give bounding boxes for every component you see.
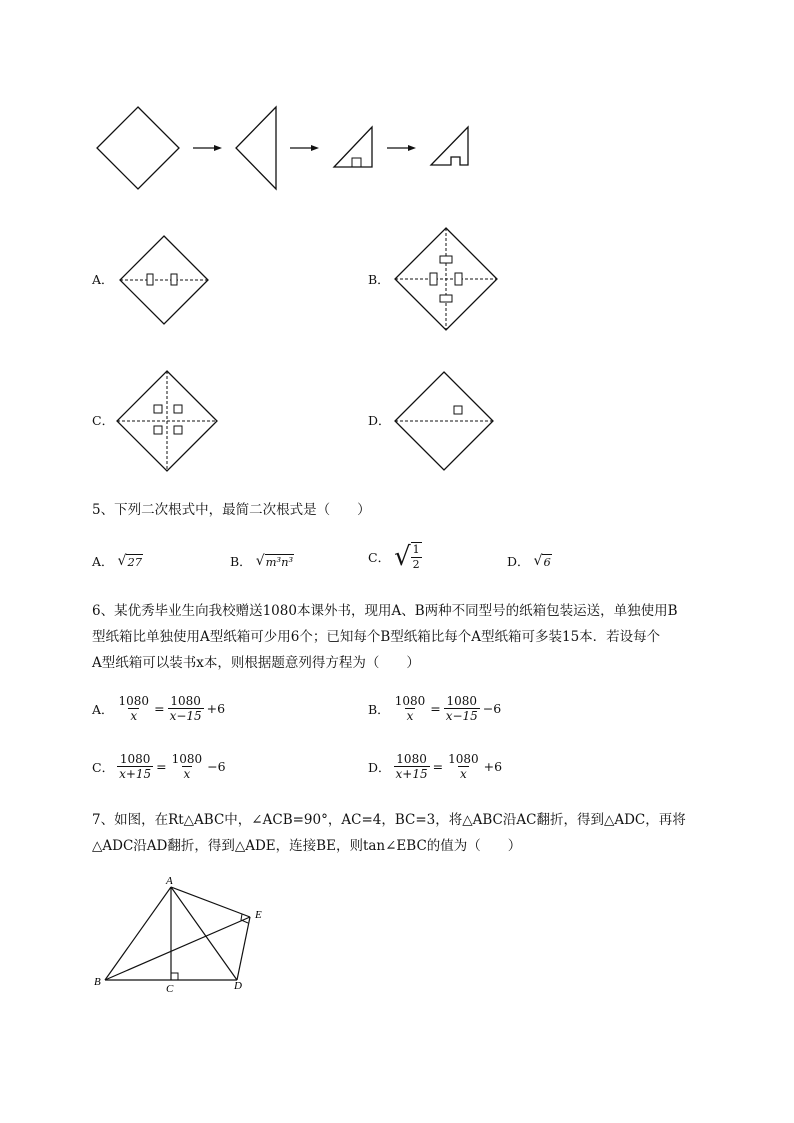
segment-ad <box>171 887 237 980</box>
hole-mark <box>454 406 462 414</box>
fraction: $\frac{1080}{x}$ <box>171 752 203 781</box>
hole-mark <box>174 426 182 434</box>
q6-stem-line-1: 6、某优秀毕业生向我校赠送1080本课外书，现用A、B两种不同型号的纸箱包装运送，单独使用B <box>92 603 678 619</box>
equation-tail: +6 <box>483 759 503 774</box>
hole-mark <box>440 256 452 263</box>
option-label: C． <box>92 759 115 775</box>
right-angle-mark-c <box>171 973 178 980</box>
q4-option-b-label[interactable]: B． <box>368 272 390 287</box>
hole-mark <box>171 274 177 285</box>
equation-tail: −6 <box>207 759 226 774</box>
hole-mark <box>430 273 437 285</box>
segment-ae <box>171 887 250 917</box>
equals-sign: = <box>154 701 165 716</box>
fraction: $\frac{1080}{x-15}$ <box>445 694 478 723</box>
option-label: A． <box>92 554 114 569</box>
arrow-head-icon <box>214 145 222 151</box>
q4-option-b-figure[interactable] <box>395 227 505 337</box>
hole-mark <box>147 274 153 285</box>
option-label: B． <box>368 701 390 717</box>
fraction: $\frac{1080}{x}$ <box>118 694 150 723</box>
point-label-e: E <box>255 909 262 921</box>
sqrt-expression <box>256 553 294 569</box>
fraction: $\frac{1080}{x+15}$ <box>119 752 152 781</box>
q6-option-d[interactable] <box>368 752 502 781</box>
equation-tail: −6 <box>482 701 502 716</box>
equals-sign: = <box>432 759 444 774</box>
folding-sequence-figure <box>0 0 794 200</box>
hole-mark <box>440 295 452 302</box>
q4-option-d-label[interactable]: D． <box>368 413 391 428</box>
q7-stem-line-2: △ADC沿AD翻折，得到△ADE，连接BE，则tan∠EBC的值为（ ） <box>92 838 522 854</box>
arrow-head-icon <box>311 145 319 151</box>
point-label-d: D <box>234 980 242 992</box>
option-label: A． <box>92 701 114 717</box>
option-label: B． <box>230 554 252 569</box>
option-label: D． <box>507 554 530 569</box>
fraction: $\frac{1}{2}$ <box>412 543 420 571</box>
fraction: $\frac{1080}{x}$ <box>448 752 479 781</box>
q6-option-b[interactable] <box>368 694 501 723</box>
equals-sign: = <box>430 701 441 716</box>
q4-option-a-figure[interactable] <box>118 234 218 334</box>
q5-option-b[interactable] <box>230 552 294 570</box>
folded-triangle-shape <box>236 107 276 189</box>
q7-geometry-figure <box>90 875 290 1005</box>
q6-stem-line-2: 型纸箱比单独使用A型纸箱可少用6个；已知每个B型纸箱比每个A型纸箱可多装15本．若设每个 <box>92 629 661 645</box>
fraction: $\frac{1080}{x-15}$ <box>169 694 202 723</box>
q6-option-c[interactable] <box>92 752 226 781</box>
option-label: D． <box>368 759 391 775</box>
equation-tail: +6 <box>206 701 226 716</box>
q5-stem: 5、下列二次根式中，最简二次根式是（ ） <box>92 502 371 518</box>
sqrt-expression <box>534 553 552 569</box>
segment-de <box>237 917 250 980</box>
q4-option-c-label[interactable]: C． <box>92 413 115 428</box>
q5-option-c[interactable] <box>368 542 422 572</box>
q5-option-a[interactable] <box>92 552 143 570</box>
sqrt-icon: √ <box>255 553 265 569</box>
arrow-head-icon <box>408 145 416 151</box>
point-label-b: B <box>94 976 101 988</box>
radicand: m³n³ <box>265 554 294 569</box>
fraction: $\frac{1080}{x+15}$ <box>395 752 428 781</box>
hole-mark <box>154 426 162 434</box>
q5-option-d[interactable] <box>507 552 552 570</box>
sqrt-icon: √ <box>533 553 543 569</box>
q7-stem-line-1: 7、如图，在Rt△ABC中，∠ACB=90°，AC=4，BC=3，将△ABC沿AC翻折，得到△ADC，再将 <box>92 812 686 828</box>
q6-stem-line-3: A型纸箱可以装书x本，则根据题意列得方程为（ ） <box>92 655 420 671</box>
square-paper-shape <box>97 107 179 189</box>
sqrt-expression <box>394 542 422 572</box>
option-label: C． <box>368 550 391 565</box>
radicand: 6 <box>543 554 551 569</box>
q4-option-c-figure[interactable] <box>117 370 227 480</box>
sqrt-icon: √ <box>394 542 411 572</box>
radicand: 27 <box>127 554 143 569</box>
hole-mark <box>174 405 182 413</box>
point-label-c: C <box>166 983 174 995</box>
point-label-a: A <box>166 875 173 887</box>
q4-option-d-figure[interactable] <box>395 371 505 481</box>
q4-option-a-label[interactable]: A． <box>92 272 114 287</box>
hole-mark <box>154 405 162 413</box>
small-triangle-shape <box>334 127 372 167</box>
hole-mark <box>455 273 462 285</box>
q6-option-a[interactable] <box>92 694 225 723</box>
cut-square-mark <box>352 158 361 167</box>
cut-triangle-shape <box>431 127 468 165</box>
equals-sign: = <box>156 759 167 774</box>
sqrt-icon: √ <box>117 553 127 569</box>
fraction: $\frac{1080}{x}$ <box>394 694 426 723</box>
sqrt-expression <box>118 553 144 569</box>
